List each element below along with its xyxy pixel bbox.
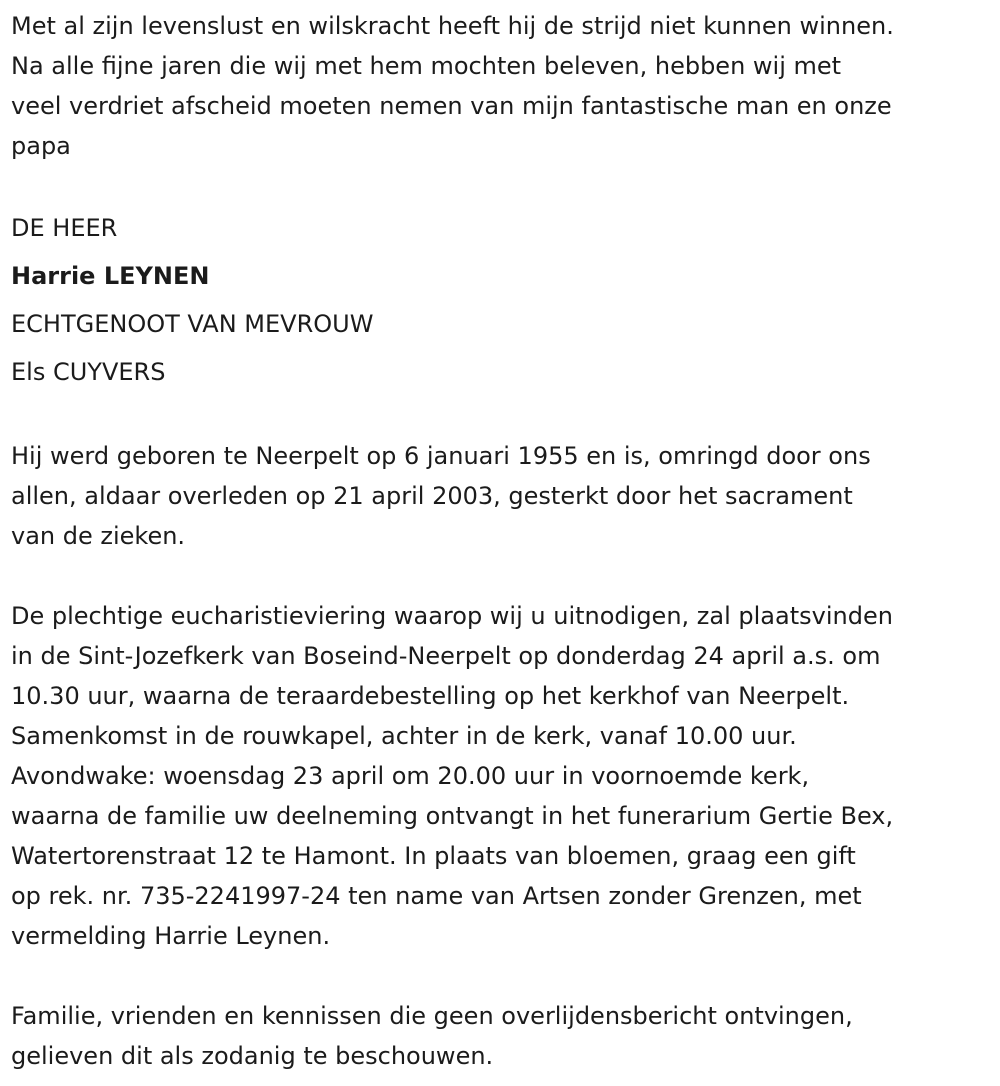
ceremony-line: Watertorenstraat 12 te Hamont. In plaats van bloemen, graag een gift: [11, 842, 856, 870]
ceremony-paragraph: [11, 596, 1000, 956]
birth-line: van de zieken.: [11, 522, 186, 550]
spouse-name: Els CUYVERS: [11, 358, 166, 386]
intro-line: Met al zijn levenslust en wilskracht heeft hij de strijd niet kunnen winnen.: [11, 12, 894, 40]
closing-paragraph: [11, 996, 1000, 1076]
ceremony-line: waarna de familie uw deelneming ontvangt in het funerarium Gertie Bex,: [11, 802, 894, 830]
ceremony-line: Avondwake: woensdag 23 april om 20.00 uur in voornoemde kerk,: [11, 762, 810, 790]
birth-line: allen, aldaar overleden op 21 april 2003, gesterkt door het sacrament: [11, 482, 853, 510]
ceremony-line: op rek. nr. 735-2241997-24 ten name van Artsen zonder Grenzen, met: [11, 882, 862, 910]
closing-line: gelieven dit als zodanig te beschouwen.: [11, 1042, 494, 1070]
deceased-relation: ECHTGENOOT VAN MEVROUW: [11, 310, 374, 338]
ceremony-line: 10.30 uur, waarna de teraardebestelling op het kerkhof van Neerpelt.: [11, 682, 850, 710]
deceased-title: DE HEER: [11, 214, 118, 242]
spacer: [11, 396, 1000, 436]
ceremony-line: Samenkomst in de rouwkapel, achter in de kerk, vanaf 10.00 uur.: [11, 722, 797, 750]
spacer: [11, 556, 1000, 596]
ceremony-line: in de Sint-Jozefkerk van Boseind-Neerpelt op donderdag 24 april a.s. om: [11, 642, 881, 670]
intro-line: veel verdriet afscheid moeten nemen van mijn fantastische man en onze: [11, 92, 892, 120]
intro-paragraph: [11, 6, 1000, 166]
deceased-block: [11, 204, 1000, 396]
intro-line: Na alle fijne jaren die wij met hem mochten beleven, hebben wij met: [11, 52, 842, 80]
intro-line: papa: [11, 132, 71, 160]
birth-paragraph: [11, 436, 1000, 556]
ceremony-line: De plechtige eucharistieviering waarop wij u uitnodigen, zal plaatsvinden: [11, 602, 893, 630]
deceased-name: Harrie LEYNEN: [11, 262, 210, 290]
closing-line: Familie, vrienden en kennissen die geen overlijdensbericht ontvingen,: [11, 1002, 853, 1030]
birth-line: Hij werd geboren te Neerpelt op 6 januari 1955 en is, omringd door ons: [11, 442, 871, 470]
spacer: [11, 956, 1000, 996]
ceremony-line: vermelding Harrie Leynen.: [11, 922, 331, 950]
spacer: [11, 166, 1000, 206]
